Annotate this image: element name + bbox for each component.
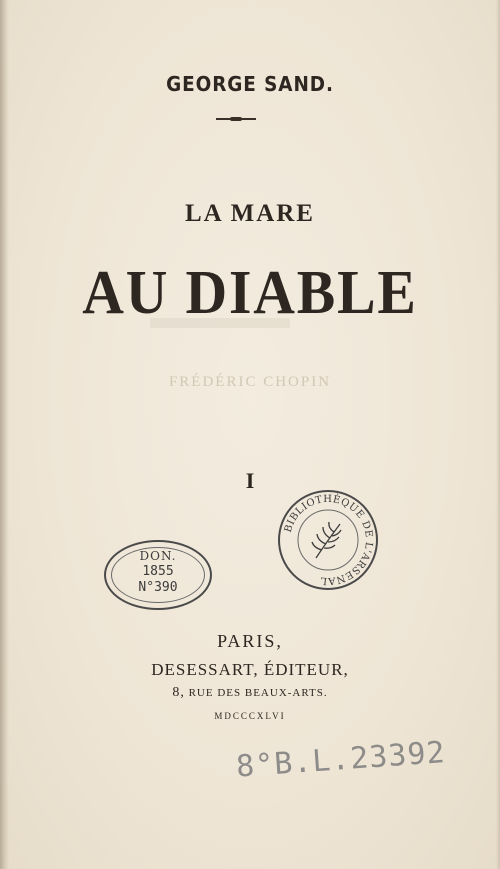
library-stamp — [276, 488, 380, 592]
imprint-city: PARIS, — [217, 631, 283, 651]
volume-number: I — [245, 468, 255, 493]
binding-edge — [0, 0, 9, 869]
page-edge — [496, 0, 500, 869]
library-stamp-text: BIBLIOTHÈQUE DE L'ARSENAL — [282, 493, 375, 587]
donation-stamp-line-3: N°390 — [138, 580, 178, 595]
imprint-address-street: RUE DES BEAUX-ARTS. — [188, 687, 328, 699]
shelfmark: 8°B.L.23392 — [235, 735, 447, 785]
imprint-address — [0, 685, 500, 701]
laurel-branch-icon — [312, 522, 341, 558]
publication-date: MDCCCXLVI — [214, 711, 286, 721]
imprint-address-number: 8, — [172, 685, 185, 700]
imprint-publisher: DESESSART, ÉDITEUR, — [151, 660, 349, 679]
title-line-1: LA MARE — [185, 200, 315, 227]
show-through-smudge — [150, 318, 290, 328]
author-name: GEORGE SAND. — [166, 72, 334, 96]
show-through-text: FRÉDÉRIC CHOPIN — [168, 374, 332, 390]
donation-stamp-line-2: 1855 — [142, 564, 174, 579]
donation-stamp-line-1: DON. — [139, 549, 177, 563]
donation-stamp — [104, 540, 212, 610]
title-line-2: AU DIABLE — [82, 259, 418, 327]
ornamental-rule — [216, 118, 256, 120]
library-stamp-seal — [276, 488, 380, 592]
